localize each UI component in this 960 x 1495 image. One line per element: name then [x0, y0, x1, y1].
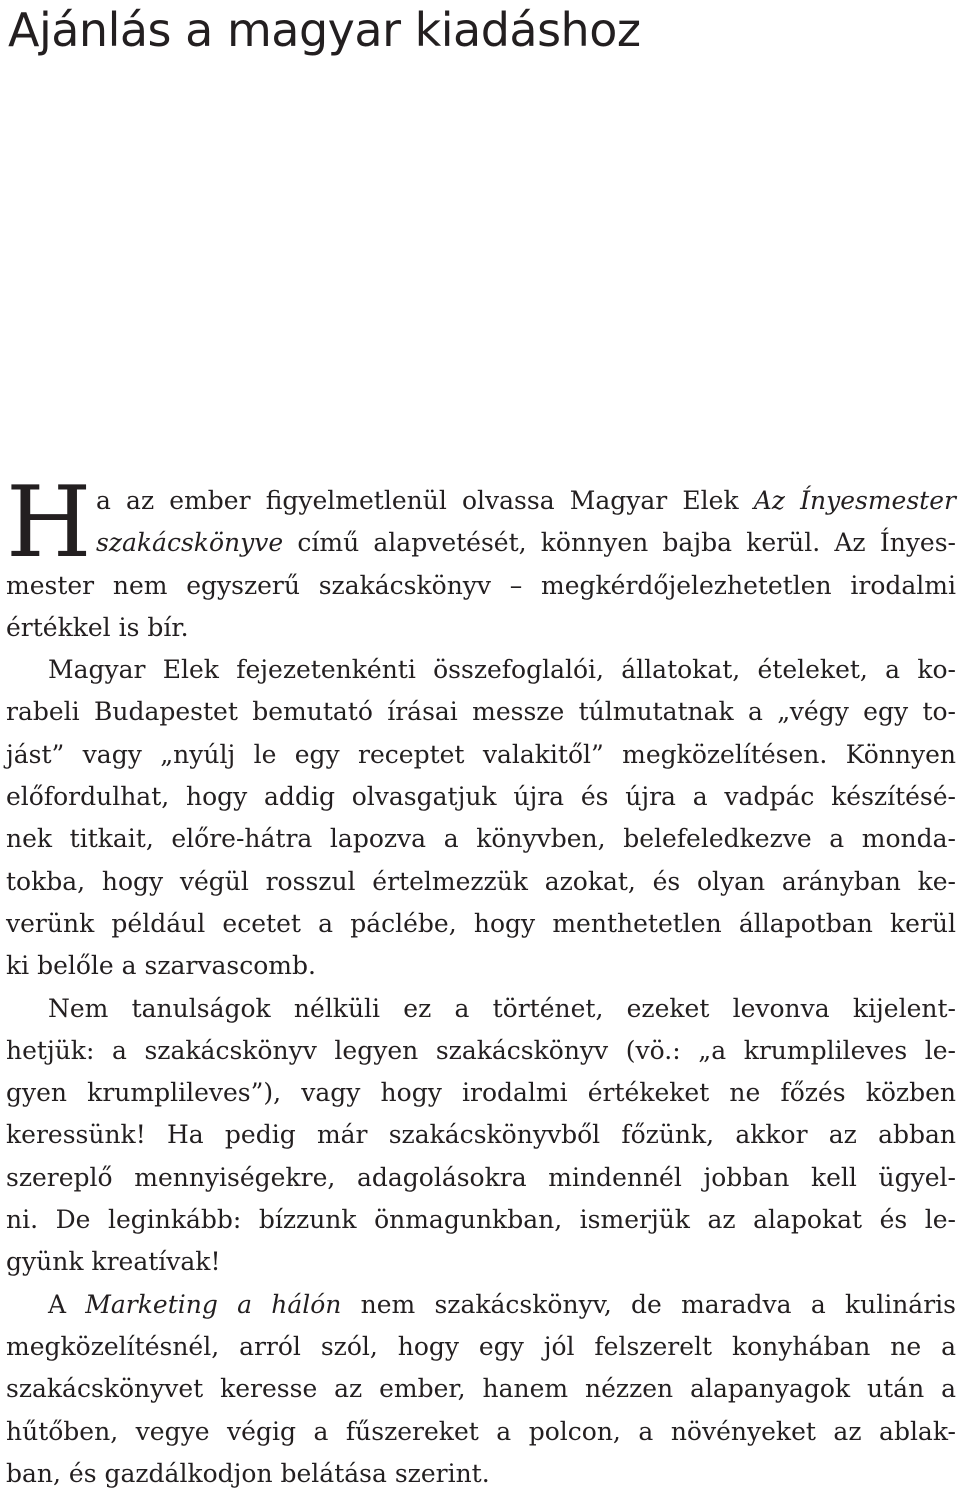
text-line: szakácskönyve című alapvetését, könnyen bajba kerül. Az Ínyes-	[96, 528, 956, 558]
paragraph-1	[6, 466, 956, 649]
text-line: jást” vagy „nyúlj le egy receptet valakitől” megközelítésen. Könnyen	[6, 739, 956, 769]
text-line: szakácskönyvet keresse az ember, hanem nézzen alapanyagok után a	[6, 1374, 956, 1404]
text-line: keressünk! Ha pedig már szakácskönyvből főzünk, akkor az abban	[6, 1120, 956, 1150]
text-line: A Marketing a hálón nem szakácskönyv, de maradva a kulináris	[48, 1289, 956, 1319]
page-title: Ajánlás a magyar kiadáshoz	[8, 3, 641, 57]
text-line: verünk például ecetet a páclébe, hogy menthetetlen állapotban kerül	[6, 908, 956, 938]
text-line: hűtőben, vegye végig a fűszereket a polcon, a növényeket az ablak-	[6, 1416, 956, 1446]
text-line: nek titkait, előre-hátra lapozva a könyvben, belefeledkezve a monda-	[6, 824, 956, 854]
text-line: értékkel is bír.	[6, 612, 189, 642]
text-line: szereplő mennyiségekre, adagolásokra mindennél jobban kell ügyel-	[6, 1162, 956, 1192]
drop-cap-letter: H	[6, 466, 92, 580]
paragraph-2	[6, 649, 956, 987]
text-line: tokba, hogy végül rosszul értelmezzük azokat, és olyan arányban ke-	[6, 866, 956, 896]
text-line: ni. De leginkább: bízzunk önmagunkban, ismerjük az alapokat és le-	[6, 1205, 956, 1235]
text-line: Nem tanulságok nélküli ez a történet, ezeket levonva kijelent-	[48, 993, 956, 1023]
paragraph-4	[6, 1284, 956, 1495]
text-line: gyen krumplileves”), vagy hogy irodalmi értékeket ne főzés közben	[6, 1078, 956, 1108]
body-text	[6, 466, 956, 1495]
text-line: hetjük: a szakácskönyv legyen szakácskönyv (vö.: „a krumplileves le-	[6, 1035, 956, 1065]
text-line: mester nem egyszerű szakácskönyv – megkérdőjelezhetetlen irodalmi	[6, 570, 956, 600]
text-line: a az ember figyelmetlenül olvassa Magyar Elek Az Ínyesmester	[96, 486, 956, 515]
text-line: megközelítésnél, arról szól, hogy egy jól felszerelt konyhában ne a	[6, 1331, 956, 1361]
text-line: gyünk kreatívak!	[6, 1247, 221, 1277]
text-line: ki belőle a szarvascomb.	[6, 951, 316, 981]
text-line: rabeli Budapestet bemutató írásai messze túlmutatnak a „végy egy to-	[6, 697, 956, 727]
paragraph-3	[6, 988, 956, 1284]
text-line: ban, és gazdálkodjon belátása szerint.	[6, 1458, 490, 1488]
text-line: előfordulhat, hogy addig olvasgatjuk újra és újra a vadpác készítésé-	[6, 782, 956, 812]
text-line: Magyar Elek fejezetenkénti összefoglalói, állatokat, ételeket, a ko-	[48, 655, 956, 685]
